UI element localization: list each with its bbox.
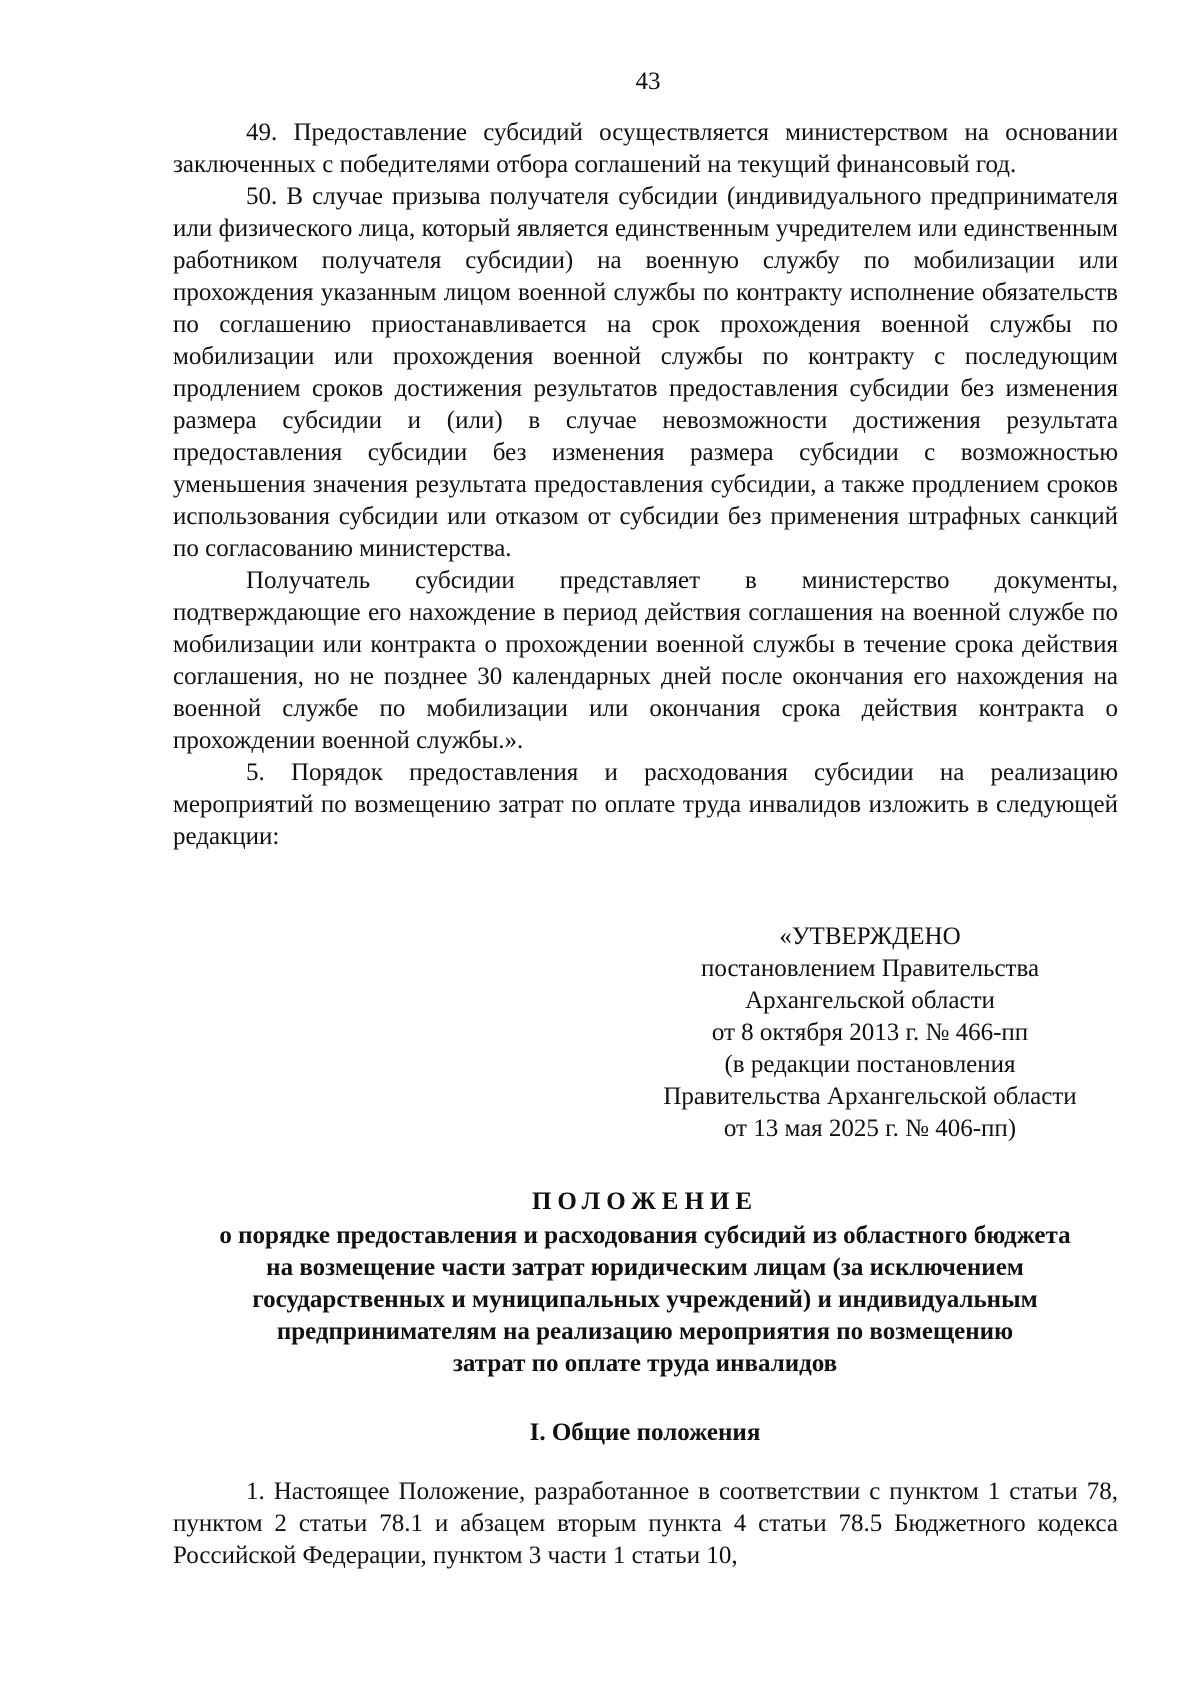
paragraph-50: 50. В случае призыва получателя субсидии (индивидуального предпринимателя или физического лица, который является единственным учредителем или единственным работником получателя субсидии) на военную службу по мобилизации или прохождения указанным лицом военной службы по контракту исполнение обязательств по соглашению приостанавливается на срок прохождения военной службы по мобилизации или прохождения военной службы по контракту с последующим продлением сроков достижения результатов предоставления субсидии без изменения размера субсидии и (или) в случае невозможности достижения результата предоставления субсидии без изменения размера субсидии с возможностью уменьшения значения результата предоставления субсидии, а также продлением сроков использования субсидии или отказом от субсидии без применения штрафных санкций по согласованию министерства. [173,183,1118,562]
approval-line: постановлением Правительства [700,955,1040,982]
section-heading: I. Общие положения [529,1419,761,1446]
page-number: 43 [635,68,661,95]
title-main: ПОЛОЖЕНИЕ [531,1188,759,1215]
title-subtitle-line: предпринимателям на реализацию мероприятия по возмещению [276,1318,1014,1345]
approval-line: (в редакции постановления [724,1051,1016,1078]
regulation-title [150,1186,1140,1380]
title-subtitle-line: затрат по оплате труда инвалидов [452,1350,838,1377]
approval-line: от 8 октября 2013 г. № 466-пп [711,1019,1029,1046]
paragraph-49: 49. Предоставление субсидий осуществляется министерством на основании заключенных с победителями отбора соглашений на текущий финансовый год. [173,119,1118,178]
paragraph-5-amendment: 5. Порядок предоставления и расходования субсидии на реализацию мероприятий по возмещению затрат по оплате труда инвалидов изложить в следующей редакции: [173,759,1118,850]
approval-line: от 13 мая 2025 г. № 406-пп) [723,1115,1017,1142]
approval-stamp-block [620,921,1120,1145]
paragraph-1: 1. Настоящее Положение, разработанное в соответствии с пунктом 1 статьи 78, пунктом 2 статьи 78.1 и абзацем вторым пункта 4 статьи 78.5 Бюджетного кодекса Российской Федерации, пунктом 3 части 1 статьи 10, [173,1478,1118,1569]
approval-line: Архангельской области [745,987,995,1014]
section-text [173,1476,1118,1572]
title-subtitle-line: на возмещение части затрат юридическим лицам (за исключением [266,1254,1024,1281]
title-subtitle-line: государственных и муниципальных учреждений) и индивидуальным [252,1286,1038,1313]
paragraph-recipient-documents: Получатель субсидии представляет в министерство документы, подтверждающие его нахождение в период действия соглашения на военной службе по мобилизации или контракта о прохождении военной службы в течение срока действия соглашения, но не позднее 30 календарных дней после окончания его нахождения на военной службе по мобилизации или окончания срока действия контракта о прохождении военной службы.». [173,567,1118,754]
approval-line: Правительства Архангельской области [663,1083,1077,1110]
approval-line: «УТВЕРЖДЕНО [779,923,961,950]
amendment-text [173,117,1118,853]
title-subtitle-line: о порядке предоставления и расходования субсидий из областного бюджета [219,1222,1071,1249]
